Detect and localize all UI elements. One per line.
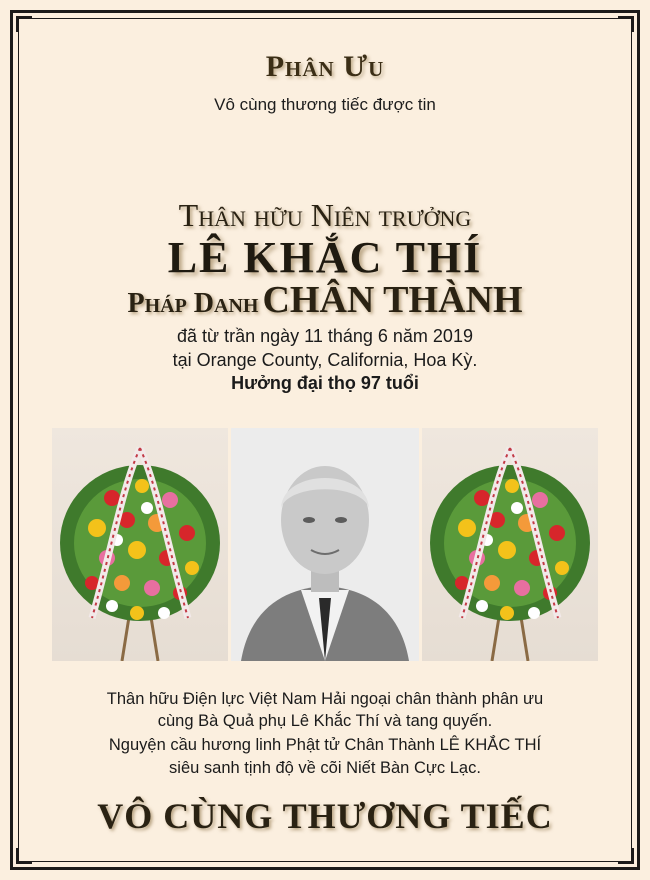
condolence-message-line: cùng Bà Quả phụ Lê Khắc Thí và tang quyến. [157, 712, 493, 730]
passing-place: tại Orange County, California, Hoa Kỳ. [172, 350, 478, 370]
deceased-name: LÊ KHẮC THÍ [167, 233, 483, 282]
condolence-message-line: Thân hữu Điện lực Việt Nam Hải ngoại chân thành phân ưu [106, 690, 544, 708]
floral-wreath-right [422, 428, 598, 661]
notice-heading: Phân Ưu [265, 50, 385, 83]
wreath-illustration [422, 428, 598, 661]
passing-date: đã từ trần ngày 11 tháng 6 năm 2019 [177, 326, 473, 346]
title-line: Thân hữu Niên trưởng [178, 197, 472, 233]
notice-subheading: Vô cùng thương tiếc được tin [214, 95, 436, 114]
dharma-name-line [0, 278, 650, 322]
dharma-name: CHÂN THÀNH [262, 279, 523, 321]
closing-phrase: VÔ CÙNG THƯƠNG TIẾC [97, 796, 553, 836]
age-at-passing: Hưởng đại thọ 97 tuổi [231, 373, 419, 393]
portrait-photo [231, 428, 419, 661]
floral-wreath-left [52, 428, 228, 661]
condolence-message-line: Nguyện cầu hương linh Phật tử Chân Thành LÊ KHẮC THÍ [108, 736, 542, 754]
condolence-message-line: siêu sanh tịnh độ về cõi Niết Bàn Cực Lạc. [169, 759, 481, 777]
wreath-illustration [52, 428, 228, 661]
portrait-illustration [231, 428, 419, 661]
dharma-prefix: Pháp Danh [127, 288, 259, 319]
